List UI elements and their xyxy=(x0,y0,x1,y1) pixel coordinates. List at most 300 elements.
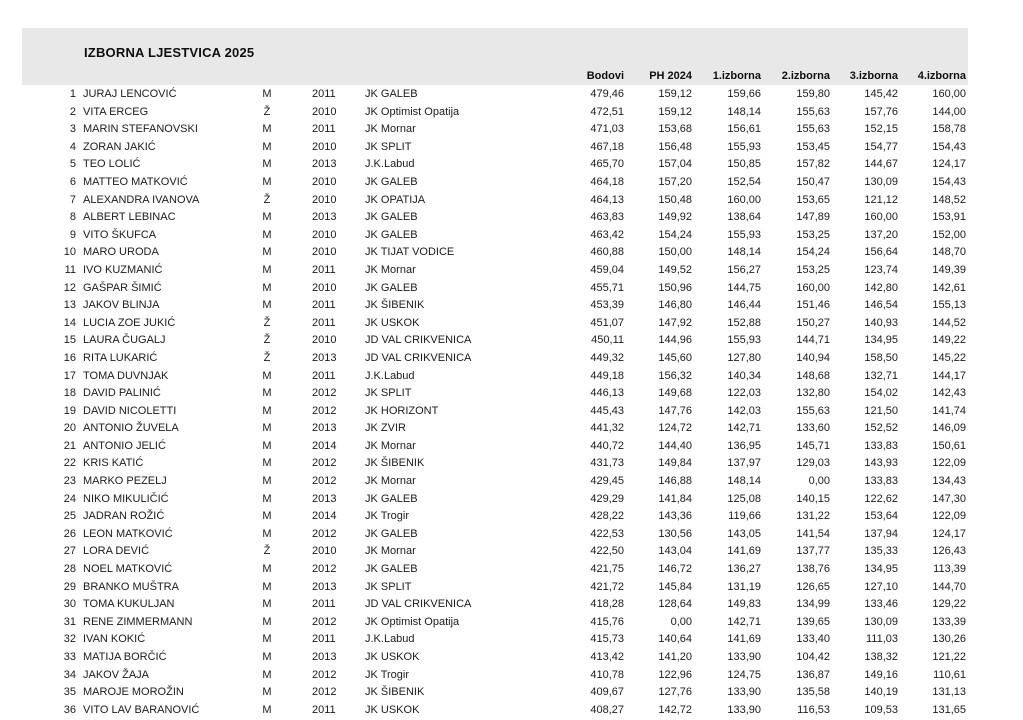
table-row xyxy=(0,280,1023,298)
table-row xyxy=(0,262,1023,280)
club-cell: JK USKOK xyxy=(365,703,420,716)
year-cell: 2011 xyxy=(312,299,336,312)
name-cell: NOEL MATKOVIĆ xyxy=(83,563,173,576)
rank-cell: 36 xyxy=(63,703,76,716)
year-cell: 2011 xyxy=(312,703,336,716)
value-cell-2-izborna: 136,87 xyxy=(796,668,830,681)
name-cell: TOMA KUKULJAN xyxy=(83,598,175,611)
value-cell-1-izborna: 152,54 xyxy=(727,175,761,188)
value-cell-1-izborna: 131,19 xyxy=(727,580,761,593)
gender-cell: M xyxy=(262,580,272,593)
gender-cell: M xyxy=(262,686,272,699)
club-cell: JK Mornar xyxy=(365,123,416,136)
value-cell-ph-2024: 141,20 xyxy=(658,651,692,663)
club-cell: JK SPLIT xyxy=(365,140,412,153)
club-cell: JK SPLIT xyxy=(365,580,412,593)
table-row xyxy=(0,420,1023,438)
year-cell: 2010 xyxy=(312,193,337,206)
value-cell-bodovi: 421,75 xyxy=(590,563,624,576)
rank-cell: 23 xyxy=(63,475,76,488)
value-cell-bodovi: 428,22 xyxy=(590,510,624,523)
value-cell-2-izborna: 133,60 xyxy=(796,422,830,435)
value-cell-1-izborna: 140,34 xyxy=(727,369,761,382)
year-cell: 2010 xyxy=(312,246,337,259)
value-cell-3-izborna: 145,42 xyxy=(864,88,898,100)
value-cell-bodovi: 465,70 xyxy=(590,158,624,171)
value-cell-2-izborna: 159,80 xyxy=(796,88,830,100)
rank-cell: 7 xyxy=(69,193,76,206)
club-cell: JK GALEB xyxy=(365,281,418,294)
value-cell-bodovi: 460,88 xyxy=(590,246,624,259)
value-cell-1-izborna: 142,71 xyxy=(727,422,761,435)
table-row xyxy=(0,297,1023,315)
club-cell: JK Trogir xyxy=(365,668,410,681)
value-cell-bodovi: 413,42 xyxy=(590,651,624,663)
name-cell: IVO KUZMANIĆ xyxy=(83,263,163,276)
rank-cell: 26 xyxy=(63,527,76,540)
name-cell: JAKOV ŽAJA xyxy=(83,668,150,681)
table-row xyxy=(0,508,1023,526)
table-row xyxy=(0,455,1023,473)
name-cell: TEO LOLIĆ xyxy=(83,158,141,171)
value-cell-2-izborna: 153,45 xyxy=(796,140,830,153)
year-cell: 2012 xyxy=(312,527,337,540)
column-header-ph-2024: PH 2024 xyxy=(649,70,692,82)
gender-cell: M xyxy=(262,404,272,417)
rank-cell: 4 xyxy=(69,140,76,153)
value-cell-bodovi: 429,45 xyxy=(590,475,624,488)
club-cell: JK TIJAT VODICE xyxy=(365,246,455,259)
gender-cell: M xyxy=(262,263,272,276)
value-cell-ph-2024: 156,48 xyxy=(658,140,692,153)
name-cell: VITO ŠKUFCA xyxy=(83,228,157,241)
value-cell-4-izborna: 110,61 xyxy=(933,668,966,681)
value-cell-ph-2024: 122,96 xyxy=(658,668,692,681)
gender-cell: M xyxy=(262,457,272,470)
value-cell-3-izborna: 133,83 xyxy=(864,475,898,488)
gender-cell: M xyxy=(262,633,272,646)
rank-cell: 2 xyxy=(69,105,76,118)
value-cell-ph-2024: 145,84 xyxy=(658,580,692,593)
value-cell-bodovi: 409,67 xyxy=(590,686,624,699)
value-cell-1-izborna: 149,83 xyxy=(727,598,761,611)
value-cell-4-izborna: 145,22 xyxy=(932,351,966,364)
table-row xyxy=(0,315,1023,333)
year-cell: 2012 xyxy=(312,387,337,400)
table-row xyxy=(0,174,1023,192)
table-row xyxy=(0,491,1023,509)
rank-cell: 1 xyxy=(69,88,76,100)
value-cell-ph-2024: 143,36 xyxy=(658,510,692,523)
value-cell-4-izborna: 122,09 xyxy=(932,510,966,523)
value-cell-ph-2024: 145,60 xyxy=(658,351,692,364)
value-cell-3-izborna: 130,09 xyxy=(864,615,898,628)
value-cell-2-izborna: 126,65 xyxy=(796,580,830,593)
name-cell: JADRAN ROŽIĆ xyxy=(83,510,165,523)
year-cell: 2013 xyxy=(312,422,337,435)
value-cell-4-izborna: 144,70 xyxy=(932,580,966,593)
name-cell: JAKOV BLINJA xyxy=(83,299,160,312)
value-cell-2-izborna: 132,80 xyxy=(796,387,830,400)
value-cell-3-izborna: 149,16 xyxy=(864,668,898,681)
year-cell: 2013 xyxy=(312,580,337,593)
column-header-3-izborna: 3.izborna xyxy=(849,70,898,82)
table-row xyxy=(0,631,1023,649)
value-cell-bodovi: 408,27 xyxy=(590,703,624,716)
value-cell-ph-2024: 153,68 xyxy=(658,123,692,136)
rank-cell: 29 xyxy=(63,580,76,593)
club-cell: J.K.Labud xyxy=(365,369,415,382)
value-cell-3-izborna: 127,10 xyxy=(864,580,898,593)
rank-cell: 35 xyxy=(63,686,76,699)
value-cell-ph-2024: 157,04 xyxy=(658,158,692,171)
value-cell-4-izborna: 130,26 xyxy=(932,633,966,646)
gender-cell: Ž xyxy=(263,316,271,329)
club-cell: JK HORIZONT xyxy=(365,404,439,417)
name-cell: DAVID NICOLETTI xyxy=(83,404,177,417)
gender-cell: M xyxy=(262,439,272,452)
rank-cell: 6 xyxy=(69,175,76,188)
value-cell-bodovi: 429,29 xyxy=(590,492,624,505)
gender-cell: M xyxy=(262,175,272,188)
name-cell: DAVID PALINIĆ xyxy=(83,387,161,400)
name-cell: LEON MATKOVIĆ xyxy=(83,527,173,540)
value-cell-1-izborna: 155,93 xyxy=(727,228,761,241)
value-cell-bodovi: 418,28 xyxy=(590,598,624,611)
rank-cell: 31 xyxy=(63,615,76,628)
table-header-band xyxy=(22,28,968,85)
value-cell-ph-2024: 149,92 xyxy=(658,211,692,224)
gender-cell: Ž xyxy=(263,545,271,558)
value-cell-1-izborna: 156,27 xyxy=(727,263,761,276)
name-cell: MARO URODA xyxy=(83,246,159,259)
club-cell: JK USKOK xyxy=(365,651,420,663)
gender-cell: M xyxy=(262,281,272,294)
club-cell: JK Mornar xyxy=(365,545,416,558)
gender-cell: M xyxy=(262,651,272,663)
table-row xyxy=(0,702,1023,720)
year-cell: 2011 xyxy=(312,633,336,646)
value-cell-3-izborna: 133,83 xyxy=(864,439,898,452)
value-cell-4-izborna: 131,13 xyxy=(932,686,966,699)
value-cell-2-izborna: 153,25 xyxy=(796,228,830,241)
value-cell-bodovi: 415,73 xyxy=(590,633,624,646)
value-cell-3-izborna: 153,64 xyxy=(864,510,898,523)
rank-cell: 33 xyxy=(63,651,76,663)
value-cell-ph-2024: 140,64 xyxy=(658,633,692,646)
value-cell-4-izborna: 155,13 xyxy=(932,299,966,312)
value-cell-1-izborna: 136,95 xyxy=(727,439,761,452)
name-cell: BRANKO MUŠTRA xyxy=(83,580,179,593)
year-cell: 2010 xyxy=(312,228,337,241)
value-cell-ph-2024: 150,48 xyxy=(658,193,692,206)
name-cell: RENE ZIMMERMANN xyxy=(83,615,193,628)
value-cell-1-izborna: 142,03 xyxy=(727,404,761,417)
value-cell-ph-2024: 150,96 xyxy=(658,281,692,294)
value-cell-bodovi: 451,07 xyxy=(590,316,624,329)
value-cell-1-izborna: 152,88 xyxy=(727,316,761,329)
club-cell: JK ŠIBENIK xyxy=(365,686,425,699)
value-cell-bodovi: 464,13 xyxy=(590,193,624,206)
value-cell-1-izborna: 160,00 xyxy=(727,193,761,206)
rank-cell: 34 xyxy=(63,668,76,681)
table-row xyxy=(0,561,1023,579)
value-cell-3-izborna: 152,52 xyxy=(864,422,898,435)
value-cell-4-izborna: 150,61 xyxy=(932,439,966,452)
club-cell: JK SPLIT xyxy=(365,387,412,400)
value-cell-bodovi: 464,18 xyxy=(590,175,624,188)
gender-cell: M xyxy=(262,510,272,523)
gender-cell: M xyxy=(262,668,272,681)
value-cell-3-izborna: 156,64 xyxy=(864,246,898,259)
value-cell-2-izborna: 150,47 xyxy=(796,175,830,188)
value-cell-2-izborna: 133,40 xyxy=(796,633,830,646)
value-cell-2-izborna: 140,15 xyxy=(796,492,830,505)
value-cell-4-izborna: 148,70 xyxy=(932,246,966,259)
value-cell-3-izborna: 146,54 xyxy=(864,299,898,312)
value-cell-4-izborna: 149,39 xyxy=(932,263,966,276)
name-cell: MATIJA BORČIĆ xyxy=(83,651,167,663)
gender-cell: Ž xyxy=(263,105,271,118)
table-row xyxy=(0,438,1023,456)
value-cell-3-izborna: 137,20 xyxy=(864,228,898,241)
value-cell-ph-2024: 149,84 xyxy=(658,457,692,470)
value-cell-3-izborna: 130,09 xyxy=(864,175,898,188)
value-cell-bodovi: 446,13 xyxy=(590,387,624,400)
value-cell-4-izborna: 154,43 xyxy=(932,175,966,188)
value-cell-4-izborna: 142,43 xyxy=(932,387,966,400)
rank-cell: 14 xyxy=(63,316,76,329)
value-cell-bodovi: 467,18 xyxy=(590,140,624,153)
value-cell-2-izborna: 157,82 xyxy=(796,158,830,171)
value-cell-ph-2024: 154,24 xyxy=(658,228,692,241)
value-cell-ph-2024: 149,52 xyxy=(658,263,692,276)
year-cell: 2010 xyxy=(312,281,337,294)
value-cell-bodovi: 472,51 xyxy=(590,105,624,118)
rank-cell: 24 xyxy=(63,492,76,505)
table-row xyxy=(0,385,1023,403)
value-cell-3-izborna: 123,74 xyxy=(864,263,898,276)
table-row xyxy=(0,209,1023,227)
club-cell: JK Mornar xyxy=(365,439,416,452)
value-cell-2-izborna: 153,65 xyxy=(796,193,830,206)
value-cell-1-izborna: 155,93 xyxy=(727,140,761,153)
value-cell-1-izborna: 159,66 xyxy=(727,88,761,100)
club-cell: J.K.Labud xyxy=(365,158,415,171)
rank-cell: 20 xyxy=(63,422,76,435)
value-cell-3-izborna: 133,46 xyxy=(864,598,898,611)
value-cell-4-izborna: 134,43 xyxy=(932,475,966,488)
year-cell: 2013 xyxy=(312,351,337,364)
value-cell-ph-2024: 159,12 xyxy=(658,105,692,118)
name-cell: TOMA DUVNJAK xyxy=(83,369,169,382)
value-cell-3-izborna: 134,95 xyxy=(864,334,898,347)
gender-cell: M xyxy=(262,475,272,488)
club-cell: JK GALEB xyxy=(365,228,418,241)
value-cell-bodovi: 422,53 xyxy=(590,527,624,540)
gender-cell: M xyxy=(262,563,272,576)
value-cell-4-izborna: 121,22 xyxy=(932,651,966,663)
club-cell: JK ŠIBENIK xyxy=(365,457,425,470)
gender-cell: M xyxy=(262,422,272,435)
value-cell-1-izborna: 156,61 xyxy=(727,123,761,136)
value-cell-4-izborna: 131,65 xyxy=(932,703,966,716)
year-cell: 2014 xyxy=(312,510,337,523)
value-cell-ph-2024: 127,76 xyxy=(658,686,692,699)
value-cell-ph-2024: 141,84 xyxy=(658,492,692,505)
name-cell: RITA LUKARIĆ xyxy=(83,351,158,364)
name-cell: MARKO PEZELJ xyxy=(83,475,167,488)
year-cell: 2012 xyxy=(312,563,337,576)
value-cell-bodovi: 445,43 xyxy=(590,404,624,417)
value-cell-bodovi: 421,72 xyxy=(590,580,624,593)
value-cell-3-izborna: 134,95 xyxy=(864,563,898,576)
value-cell-1-izborna: 119,66 xyxy=(728,510,761,523)
value-cell-bodovi: 471,03 xyxy=(590,123,624,136)
year-cell: 2012 xyxy=(312,615,337,628)
value-cell-3-izborna: 122,62 xyxy=(864,492,898,505)
name-cell: ALBERT LEBINAC xyxy=(83,211,176,224)
gender-cell: M xyxy=(262,88,272,100)
value-cell-4-izborna: 122,09 xyxy=(932,457,966,470)
rank-cell: 15 xyxy=(63,334,76,347)
table-row xyxy=(0,579,1023,597)
value-cell-2-izborna: 116,53 xyxy=(797,703,830,716)
value-cell-2-izborna: 145,71 xyxy=(796,439,830,452)
value-cell-ph-2024: 0,00 xyxy=(670,615,692,628)
value-cell-3-izborna: 157,76 xyxy=(864,105,898,118)
name-cell: ANTONIO ŽUVELA xyxy=(83,422,179,435)
club-cell: JD VAL CRIKVENICA xyxy=(365,351,472,364)
value-cell-ph-2024: 143,04 xyxy=(658,545,692,558)
year-cell: 2011 xyxy=(312,316,336,329)
value-cell-4-izborna: 144,52 xyxy=(932,316,966,329)
club-cell: JK GALEB xyxy=(365,88,418,100)
club-cell: JK GALEB xyxy=(365,492,418,505)
year-cell: 2012 xyxy=(312,404,337,417)
value-cell-ph-2024: 159,12 xyxy=(658,88,692,100)
value-cell-2-izborna: 134,99 xyxy=(796,598,830,611)
value-cell-4-izborna: 149,22 xyxy=(932,334,966,347)
table-row xyxy=(0,121,1023,139)
value-cell-4-izborna: 144,00 xyxy=(932,105,966,118)
value-cell-bodovi: 431,73 xyxy=(590,457,624,470)
rank-cell: 8 xyxy=(69,211,76,224)
value-cell-3-izborna: 154,02 xyxy=(864,387,898,400)
name-cell: VITA ERCEG xyxy=(83,105,149,118)
value-cell-2-izborna: 104,42 xyxy=(796,651,830,663)
value-cell-4-izborna: 126,43 xyxy=(932,545,966,558)
name-cell: NIKO MIKULIČIĆ xyxy=(83,492,169,505)
rank-cell: 12 xyxy=(63,281,76,294)
year-cell: 2012 xyxy=(312,457,337,470)
value-cell-1-izborna: 141,69 xyxy=(727,545,761,558)
value-cell-2-izborna: 0,00 xyxy=(808,475,830,488)
value-cell-1-izborna: 127,80 xyxy=(727,351,761,364)
value-cell-bodovi: 410,78 xyxy=(590,668,624,681)
rank-cell: 30 xyxy=(63,598,76,611)
table-row xyxy=(0,543,1023,561)
gender-cell: M xyxy=(262,615,272,628)
gender-cell: M xyxy=(262,140,272,153)
table-row xyxy=(0,596,1023,614)
value-cell-1-izborna: 143,05 xyxy=(727,527,761,540)
value-cell-bodovi: 455,71 xyxy=(590,281,624,294)
table-row xyxy=(0,649,1023,667)
value-cell-3-izborna: 132,71 xyxy=(864,369,898,382)
gender-cell: Ž xyxy=(263,351,271,364)
name-cell: MATTEO MATKOVIĆ xyxy=(83,175,188,188)
value-cell-2-izborna: 155,63 xyxy=(796,404,830,417)
table-row xyxy=(0,350,1023,368)
year-cell: 2011 xyxy=(312,598,336,611)
club-cell: JK ZVIR xyxy=(365,422,406,435)
club-cell: JK Mornar xyxy=(365,263,416,276)
gender-cell: M xyxy=(262,492,272,505)
rank-cell: 17 xyxy=(63,369,76,382)
value-cell-bodovi: 440,72 xyxy=(590,439,624,452)
club-cell: JK OPATIJA xyxy=(365,193,426,206)
value-cell-ph-2024: 146,72 xyxy=(658,563,692,576)
table-row xyxy=(0,244,1023,262)
rank-cell: 21 xyxy=(63,439,76,452)
value-cell-3-izborna: 135,33 xyxy=(864,545,898,558)
value-cell-1-izborna: 146,44 xyxy=(727,299,761,312)
table-row xyxy=(0,156,1023,174)
year-cell: 2010 xyxy=(312,140,337,153)
value-cell-4-izborna: 154,43 xyxy=(932,140,966,153)
club-cell: JD VAL CRIKVENICA xyxy=(365,334,472,347)
value-cell-ph-2024: 157,20 xyxy=(658,175,692,188)
rank-cell: 25 xyxy=(63,510,76,523)
value-cell-4-izborna: 153,91 xyxy=(932,211,966,224)
value-cell-ph-2024: 149,68 xyxy=(658,387,692,400)
year-cell: 2012 xyxy=(312,475,337,488)
rank-cell: 9 xyxy=(69,228,76,241)
year-cell: 2013 xyxy=(312,651,337,663)
club-cell: JK USKOK xyxy=(365,316,420,329)
column-header-1-izborna: 1.izborna xyxy=(712,70,761,82)
rank-cell: 11 xyxy=(64,263,76,276)
value-cell-1-izborna: 155,93 xyxy=(727,334,761,347)
value-cell-3-izborna: 140,93 xyxy=(864,316,898,329)
year-cell: 2010 xyxy=(312,105,337,118)
value-cell-4-izborna: 160,00 xyxy=(932,88,966,100)
year-cell: 2011 xyxy=(312,263,336,276)
value-cell-2-izborna: 135,58 xyxy=(796,686,830,699)
value-cell-3-izborna: 144,67 xyxy=(864,158,898,171)
value-cell-4-izborna: 124,17 xyxy=(932,527,966,540)
club-cell: JK Mornar xyxy=(365,475,416,488)
gender-cell: M xyxy=(262,228,272,241)
table-row xyxy=(0,86,1023,104)
value-cell-1-izborna: 136,27 xyxy=(727,563,761,576)
value-cell-bodovi: 453,39 xyxy=(590,299,624,312)
club-cell: JK ŠIBENIK xyxy=(365,299,425,312)
year-cell: 2012 xyxy=(312,668,337,681)
value-cell-4-izborna: 158,78 xyxy=(932,123,966,136)
gender-cell: Ž xyxy=(263,334,271,347)
value-cell-3-izborna: 143,93 xyxy=(864,457,898,470)
value-cell-ph-2024: 147,76 xyxy=(658,404,692,417)
value-cell-3-izborna: 160,00 xyxy=(864,211,898,224)
year-cell: 2010 xyxy=(312,334,337,347)
column-header-bodovi: Bodovi xyxy=(586,70,624,82)
value-cell-3-izborna: 154,77 xyxy=(864,140,898,153)
value-cell-2-izborna: 144,71 xyxy=(796,334,830,347)
name-cell: IVAN KOKIĆ xyxy=(83,633,146,646)
table-row xyxy=(0,227,1023,245)
